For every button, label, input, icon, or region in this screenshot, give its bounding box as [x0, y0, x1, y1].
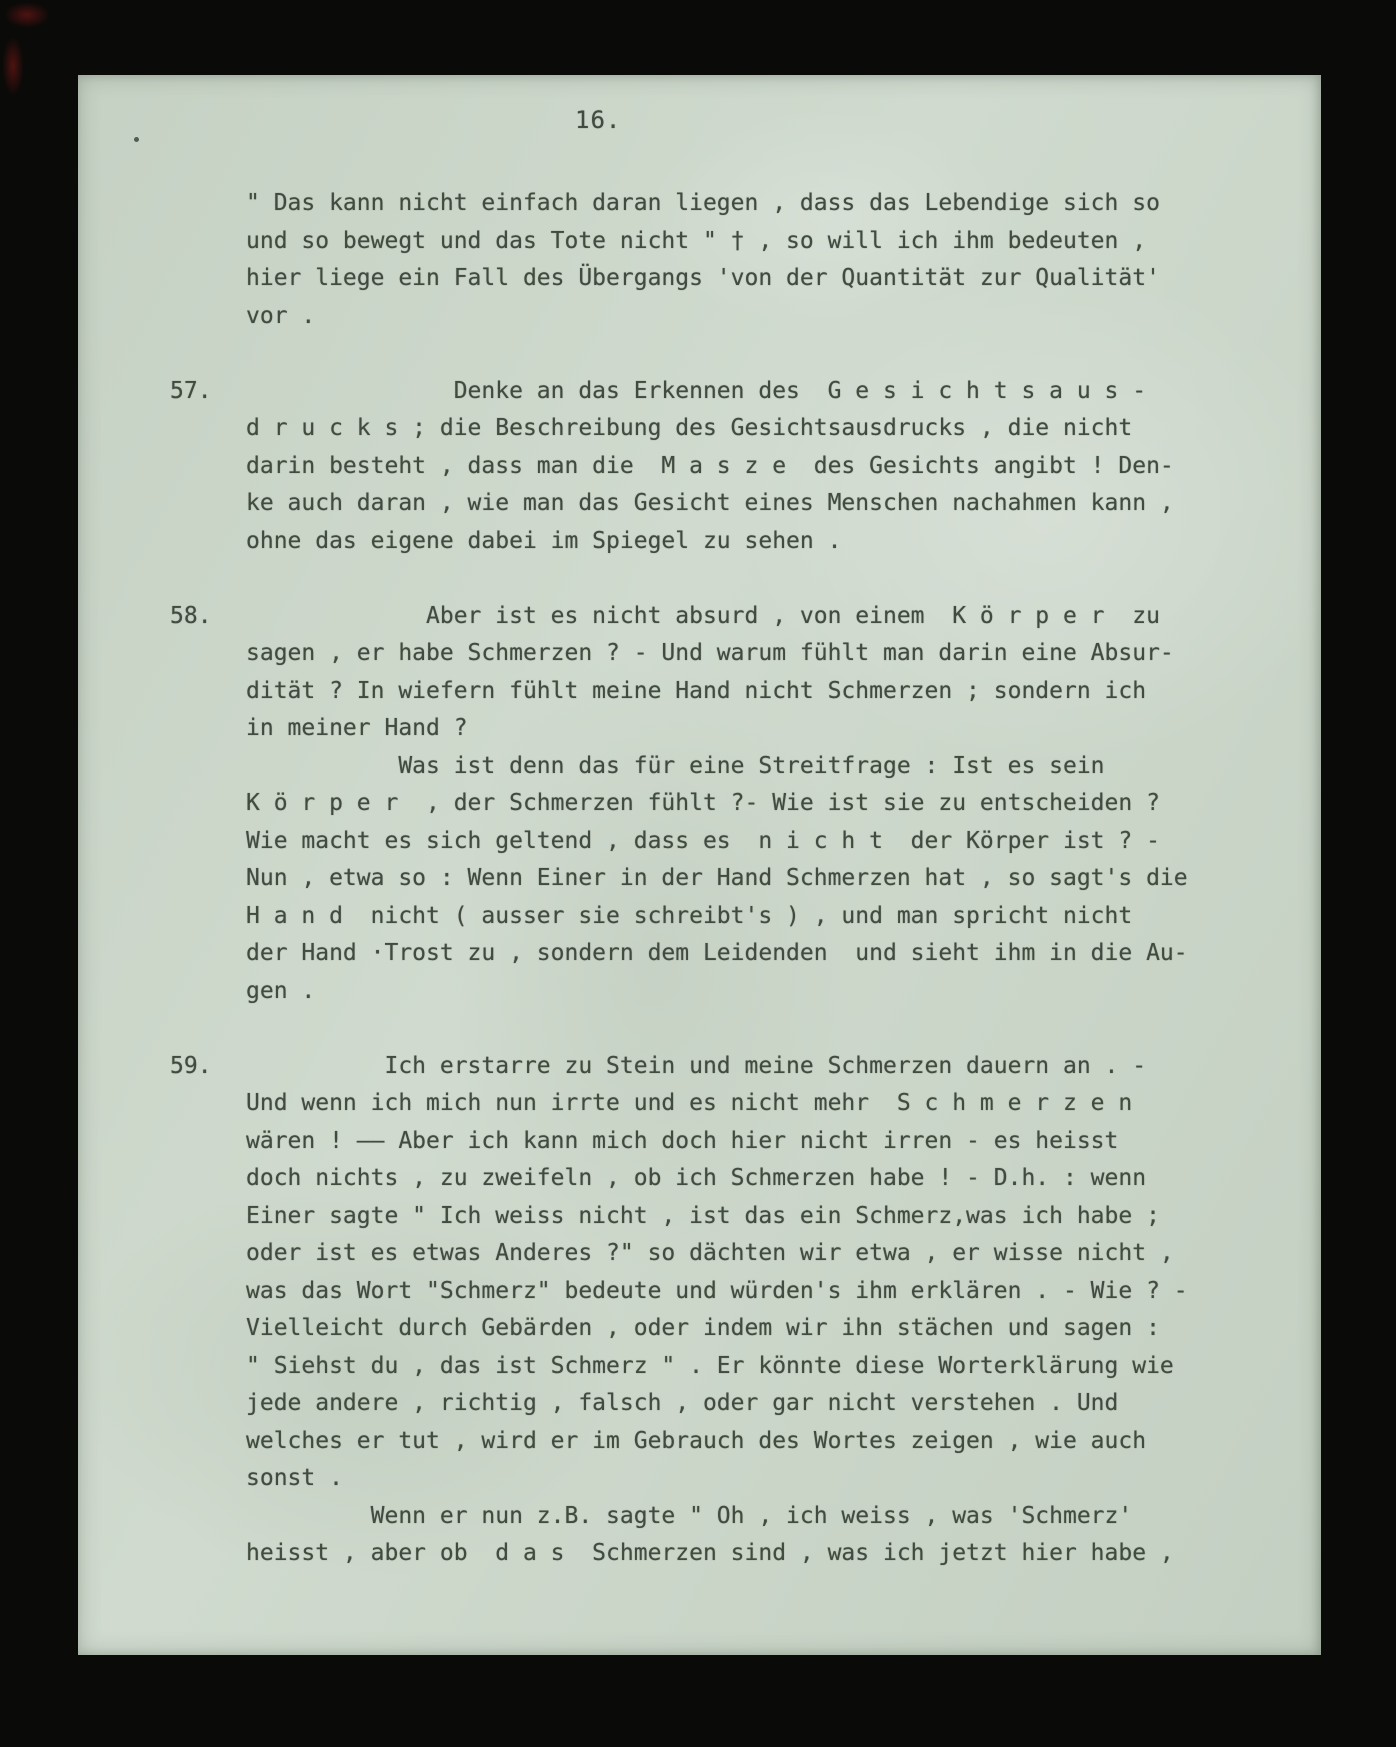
text-line: der Hand ·Trost zu , sondern dem Leidenden und sieht ihm in die Au-	[246, 940, 1188, 966]
text-line: sonst .	[246, 1465, 343, 1491]
page-number: 16.	[575, 106, 622, 134]
text-line: H a n d nicht ( ausser sie schreibt's ) , und man spricht nicht	[246, 902, 1133, 929]
text-line: was das Wort "Schmerz" bedeute und würden's ihm erklären . - Wie ? -	[246, 1277, 1188, 1304]
text-line: Wenn er nun z.B. sagte " Oh , ich weiss , was 'Schmerz'	[246, 1502, 1133, 1529]
paragraph-number: 59.	[170, 1052, 212, 1079]
text-line: und so bewegt und das Tote nicht " † , so will ich ihm bedeuten ,	[246, 227, 1147, 254]
text-line: wären ! —— Aber ich kann mich doch hier nicht irren - es heisst	[246, 1127, 1119, 1154]
text-line: in meiner Hand ?	[246, 715, 468, 741]
paragraph-intro	[246, 185, 1256, 335]
document-page	[78, 75, 1321, 1655]
text-line: " Siehst du , das ist Schmerz " . Er könnte diese Worterklärung wie	[246, 1352, 1174, 1379]
text-line: Wie macht es sich geltend , dass es n i c h t der Körper ist ? -	[246, 827, 1160, 854]
paragraph-57	[170, 373, 1256, 561]
text-line: Aber ist es nicht absurd , von einem K ö r p e r zu	[246, 602, 1160, 629]
text-line: jede andere , richtig , falsch , oder gar nicht verstehen . Und	[246, 1390, 1119, 1416]
text-line: Einer sagte " Ich weiss nicht , ist das ein Schmerz,was ich habe ;	[246, 1202, 1160, 1229]
page-body	[170, 185, 1256, 1573]
text-line: dität ? In wiefern fühlt meine Hand nicht Schmerzen ; sondern ich	[246, 677, 1147, 704]
text-line: ke auch daran , wie man das Gesicht eines Menschen nachahmen kann ,	[246, 490, 1174, 516]
text-line: Vielleicht durch Gebärden , oder indem wir ihn stächen und sagen :	[246, 1315, 1160, 1341]
text-line: vor .	[246, 302, 316, 329]
paragraph-number: 57.	[170, 377, 212, 404]
paragraph-58	[170, 598, 1256, 1011]
text-line: Denke an das Erkennen des G e s i c h t s a u s -	[246, 377, 1147, 404]
text-line: doch nichts , zu zweifeln , ob ich Schmerzen habe ! - D.h. : wenn	[246, 1165, 1147, 1191]
text-line: oder ist es etwas Anderes ?" so dächten wir etwa , er wisse nicht ,	[246, 1240, 1174, 1266]
text-line: sagen , er habe Schmerzen ? - Und warum fühlt man darin eine Absur-	[246, 640, 1174, 666]
scan-border-smudge	[4, 2, 50, 28]
text-line: Ich erstarre zu Stein und meine Schmerzen dauern an . -	[246, 1052, 1147, 1079]
text-line: hier liege ein Fall des Übergangs 'von der Quantität zur Qualität'	[246, 265, 1160, 291]
text-line: d r u c k s ; die Beschreibung des Gesichtsausdrucks , die nicht	[246, 415, 1133, 441]
paragraph-number: 58.	[170, 602, 212, 629]
text-line: heisst , aber ob d a s Schmerzen sind , was ich jetzt hier habe ,	[246, 1540, 1174, 1566]
text-line: gen .	[246, 977, 316, 1004]
text-line: " Das kann nicht einfach daran liegen , dass das Lebendige sich so	[246, 190, 1160, 216]
scan-border-smudge	[2, 36, 24, 96]
paragraph-59	[170, 1048, 1256, 1573]
text-line: K ö r p e r , der Schmerzen fühlt ?- Wie ist sie zu entscheiden ?	[246, 790, 1160, 816]
text-line: Nun , etwa so : Wenn Einer in der Hand Schmerzen hat , so sagt's die	[246, 865, 1188, 891]
text-line: ohne das eigene dabei im Spiegel zu sehen .	[246, 527, 842, 554]
text-line: Und wenn ich mich nun irrte und es nicht mehr S c h m e r z e n	[246, 1090, 1133, 1116]
text-line: darin besteht , dass man die M a s z e des Gesichts angibt ! Den-	[246, 452, 1174, 479]
margin-dot	[134, 137, 139, 142]
text-line: welches er tut , wird er im Gebrauch des Wortes zeigen , wie auch	[246, 1427, 1147, 1454]
text-line: Was ist denn das für eine Streitfrage : Ist es sein	[246, 752, 1105, 779]
